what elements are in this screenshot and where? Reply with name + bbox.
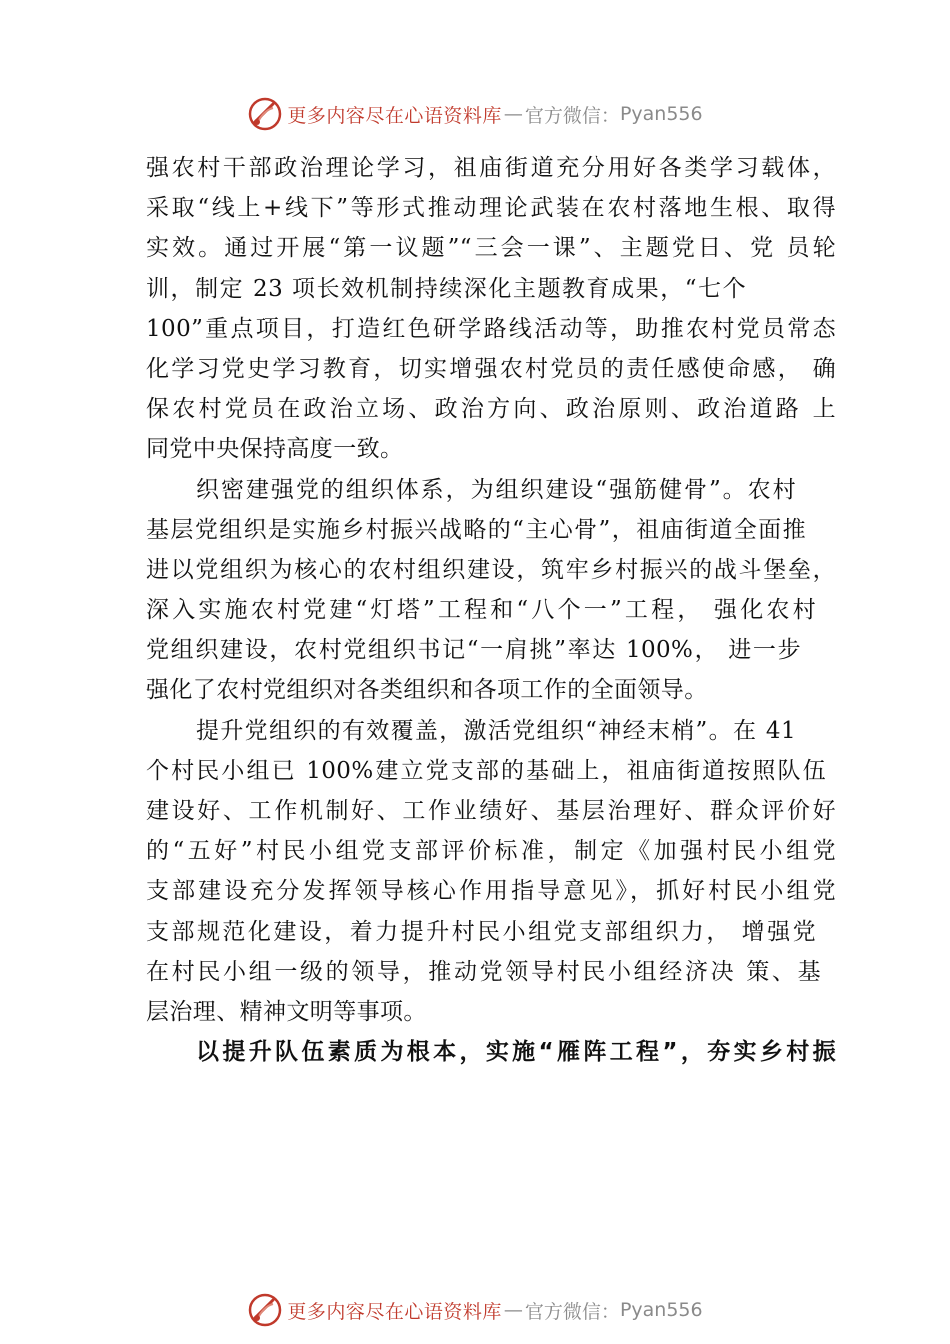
header-banner — [0, 94, 950, 134]
body-line: 实效。通过开展“第一议题”“三会一课”、主题党日、党 员轮 — [146, 235, 836, 262]
body-line: 支部建设充分发挥领导核心作用指导意见》，抓好村民小组党 — [146, 878, 836, 905]
banner-dash: — — [503, 1299, 523, 1321]
body-line: 100”重点项目，打造红色研学路线活动等，助推农村党员常态 — [146, 315, 836, 342]
banner-wechat-label: 官方微信： — [524, 104, 620, 127]
body-line: 强化了农村党组织对各类组织和各项工作的全面领导。 — [146, 677, 708, 704]
banner-brand-text: 更多内容尽在心语资料库 — [287, 1300, 502, 1323]
brand-logo-icon — [247, 1292, 283, 1328]
body-line: 党组织建设，农村党组织书记“一肩挑”率达 100%， 进一步 — [146, 637, 801, 664]
body-line: 建设好、工作机制好、工作业绩好、基层治理好、群众评价好 — [146, 798, 836, 824]
body-line: 进以党组织为核心的农村组织建设，筑牢乡村振兴的战斗堡垒， — [146, 556, 836, 583]
banner-wechat-account: Pyan556 — [619, 103, 703, 125]
body-line: 个村民小组已 100%建立党支部的基础上，祖庙街道按照队伍 — [146, 757, 826, 784]
banner-dash: — — [503, 103, 523, 125]
body-line: 训，制定 23 项长效机制持续深化主题教育成果，“七个 — [146, 275, 746, 302]
body-line: 的“五好”村民小组党支部评价标准，制定《加强村民小组党 — [146, 838, 836, 865]
body-line: 层治理、精神文明等事项。 — [146, 998, 427, 1025]
banner-wechat-account: Pyan556 — [619, 1299, 703, 1321]
body-line: 化学习党史学习教育，切实增强农村党员的责任感使命感， 确 — [146, 355, 836, 382]
banner-wechat-label: 官方微信： — [524, 1300, 620, 1323]
document-body — [146, 148, 836, 1072]
paragraph-lead-line: 织密建强党的组织体系，为组织建设“强筋健骨”。农村 — [196, 476, 796, 503]
body-line: 保农村党员在政治立场、政治方向、政治原则、政治道路 上 — [146, 396, 836, 423]
paragraph-lead-line: 提升党组织的有效覆盖，激活党组织“神经末梢”。在 41 — [196, 717, 796, 744]
footer-banner — [0, 1290, 950, 1330]
banner-brand-text: 更多内容尽在心语资料库 — [287, 104, 502, 127]
brand-logo-icon — [247, 96, 283, 132]
section-heading-line: 以提升队伍素质为根本，实施“雁阵工程”，夯实乡村振 — [196, 1039, 836, 1066]
body-line: 深入实施农村党建“灯塔”工程和“八个一”工程， 强化农村 — [146, 597, 816, 624]
body-line: 采取“线上+线下”等形式推动理论武装在农村落地生根、取得 — [146, 195, 836, 222]
body-line: 同党中央保持高度一致。 — [146, 436, 404, 463]
body-line: 在村民小组一级的领导，推动党领导村民小组经济决 策、基 — [146, 958, 821, 985]
body-line: 强农村干部政治理论学习，祖庙街道充分用好各类学习载体， — [146, 155, 836, 181]
body-line: 基层党组织是实施乡村振兴战略的“主心骨”，祖庙街道全面推 — [146, 516, 806, 543]
body-line: 支部规范化建设，着力提升村民小组党支部组织力， 增强党 — [146, 918, 816, 945]
